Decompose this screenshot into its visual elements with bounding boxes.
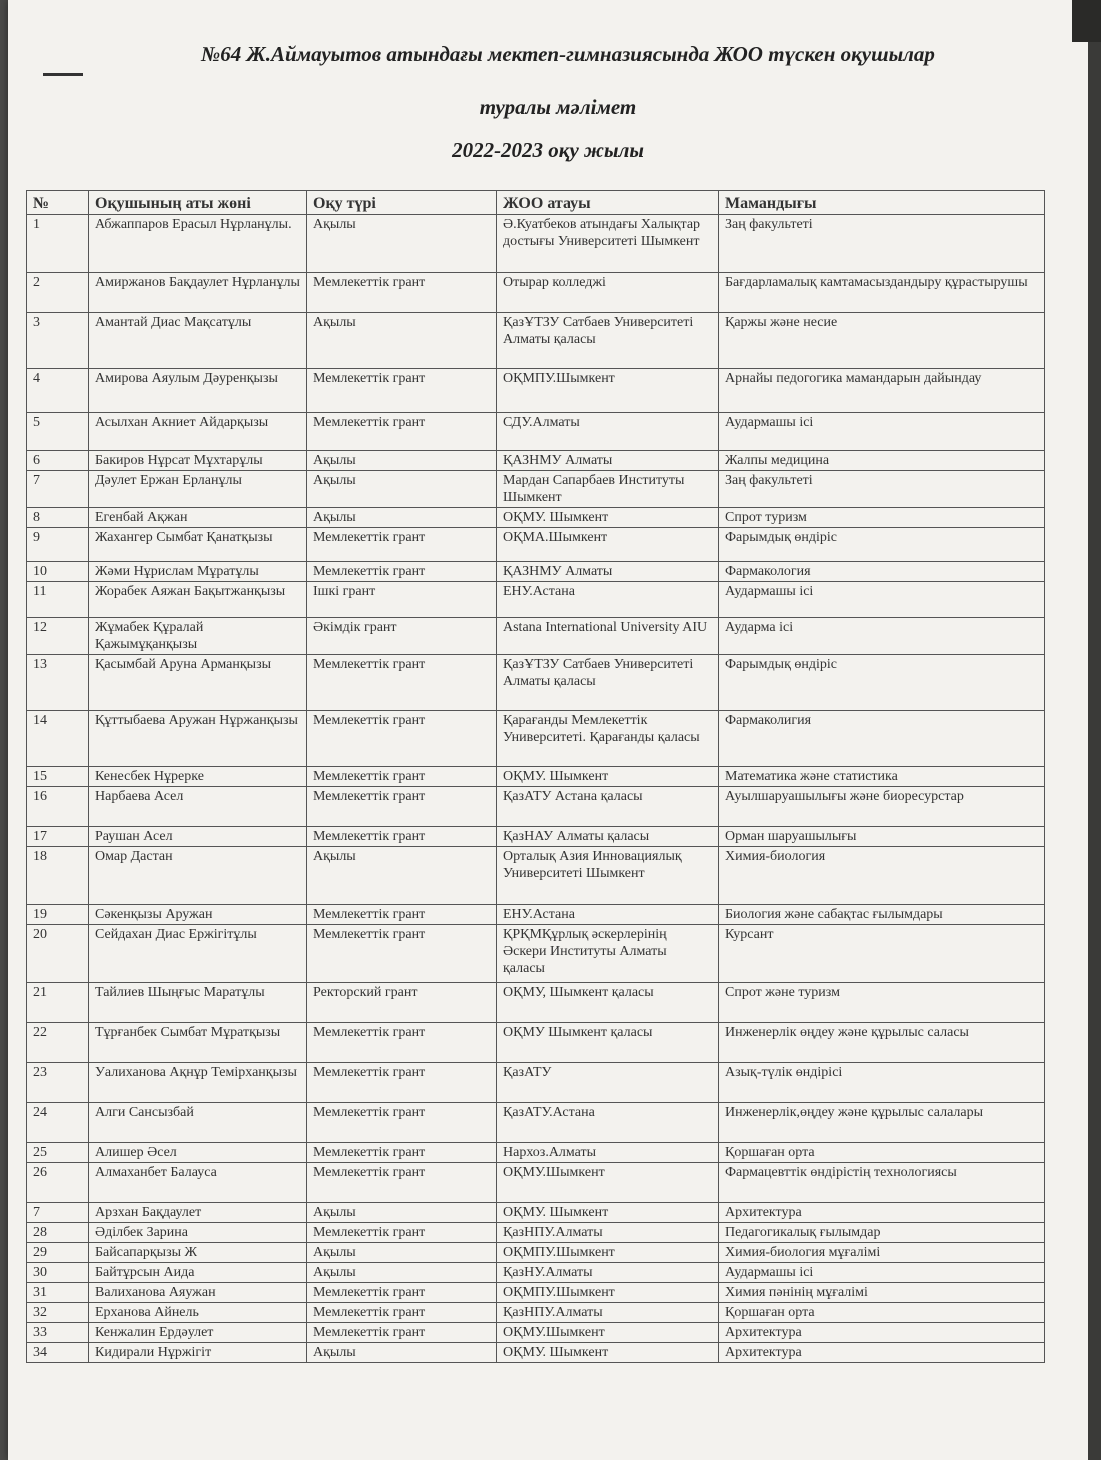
university-name: ҚазҰТЗУ Сатбаев Университеті Алматы қаласы (497, 655, 719, 711)
table-row (27, 925, 1045, 983)
table-row (27, 582, 1045, 618)
row-number: 24 (27, 1103, 89, 1143)
row-number: 33 (27, 1323, 89, 1343)
student-name: Құттыбаева Аружан Нұржанқызы (89, 711, 307, 767)
student-name: Алишер Әсел (89, 1143, 307, 1163)
university-name: ОҚМУ, Шымкент қаласы (497, 983, 719, 1023)
study-type: Мемлекеттік грант (307, 273, 497, 313)
university-name: ЕНУ.Астана (497, 905, 719, 925)
student-name: Байсапарқызы Ж (89, 1243, 307, 1263)
table-row (27, 508, 1045, 528)
row-number: 4 (27, 369, 89, 413)
row-number: 7 (27, 1203, 89, 1223)
row-number: 2 (27, 273, 89, 313)
study-type: Мемлекеттік грант (307, 787, 497, 827)
table-row (27, 1243, 1045, 1263)
header-name: Оқушының аты жөні (89, 191, 307, 215)
university-name: Қарағанды Мемлекеттік Университеті. Қарағанды қаласы (497, 711, 719, 767)
student-name: Кенжалин Ердәулет (89, 1323, 307, 1343)
student-name: Валиханова Аяужан (89, 1283, 307, 1303)
row-number: 34 (27, 1343, 89, 1363)
university-name: ҚазАТУ (497, 1063, 719, 1103)
specialty: Фарымдық өндіріс (719, 528, 1045, 562)
table-row (27, 1063, 1045, 1103)
study-type: Мемлекеттік грант (307, 925, 497, 983)
university-name: Орталық Азия Инновациялық Университеті Шымкент (497, 847, 719, 905)
table-row (27, 313, 1045, 369)
university-name: ҚазНПУ.Алматы (497, 1303, 719, 1323)
study-type: Мемлекеттік грант (307, 711, 497, 767)
table-row (27, 369, 1045, 413)
table-row (27, 847, 1045, 905)
row-number: 19 (27, 905, 89, 925)
row-number: 11 (27, 582, 89, 618)
student-name: Тұрғанбек Сымбат Мұратқызы (89, 1023, 307, 1063)
university-name: ҚАЗНМУ Алматы (497, 451, 719, 471)
row-number: 31 (27, 1283, 89, 1303)
specialty: Заң факультеті (719, 215, 1045, 273)
row-number: 6 (27, 451, 89, 471)
table-row (27, 1323, 1045, 1343)
row-number: 29 (27, 1243, 89, 1263)
study-type: Мемлекеттік грант (307, 655, 497, 711)
table-row (27, 451, 1045, 471)
table-row (27, 528, 1045, 562)
university-name: Мардан Сапарбаев Институты Шымкент (497, 471, 719, 508)
table-row (27, 562, 1045, 582)
study-type: Мемлекеттік грант (307, 528, 497, 562)
university-name: ҚРҚМҚұрлық әскерлерінің Әскери Институты Алматы қаласы (497, 925, 719, 983)
table-row (27, 711, 1045, 767)
specialty: Азық-түлік өндірісі (719, 1063, 1045, 1103)
student-name: Абжаппаров Ерасыл Нұрланұлы. (89, 215, 307, 273)
row-number: 14 (27, 711, 89, 767)
row-number: 26 (27, 1163, 89, 1203)
row-number: 30 (27, 1263, 89, 1283)
document-page (8, 0, 1088, 1460)
specialty: Жалпы медицина (719, 451, 1045, 471)
student-name: Сәкенқызы Аружан (89, 905, 307, 925)
university-name: ҚазАТУ Астана қаласы (497, 787, 719, 827)
study-type: Әкімдік грант (307, 618, 497, 655)
study-type: Мемлекеттік грант (307, 1103, 497, 1143)
row-number: 3 (27, 313, 89, 369)
row-number: 28 (27, 1223, 89, 1243)
study-type: Мемлекеттік грант (307, 827, 497, 847)
student-name: Сейдахан Диас Ержігітұлы (89, 925, 307, 983)
specialty: Фарымдық өндіріс (719, 655, 1045, 711)
row-number: 9 (27, 528, 89, 562)
student-name: Жәми Нұрислам Мұратұлы (89, 562, 307, 582)
table-row (27, 655, 1045, 711)
row-number: 10 (27, 562, 89, 582)
study-type: Ақылы (307, 1343, 497, 1363)
university-name: ОҚМУ. Шымкент (497, 1343, 719, 1363)
specialty: Фармацевттік өндірістің технологиясы (719, 1163, 1045, 1203)
specialty: Инженерлік өңдеу және құрылыс саласы (719, 1023, 1045, 1063)
student-name: Омар Дастан (89, 847, 307, 905)
student-name: Алги Сансызбай (89, 1103, 307, 1143)
specialty: Математика және статистика (719, 767, 1045, 787)
specialty: Бағдарламалық камтамасыздандыру құрастырушы (719, 273, 1045, 313)
student-name: Арзхан Бақдаулет (89, 1203, 307, 1223)
study-type: Ішкі грант (307, 582, 497, 618)
specialty: Архитектура (719, 1203, 1045, 1223)
row-number: 25 (27, 1143, 89, 1163)
student-name: Кенесбек Нұрерке (89, 767, 307, 787)
row-number: 1 (27, 215, 89, 273)
study-type: Ақылы (307, 1203, 497, 1223)
university-name: Отырар колледжі (497, 273, 719, 313)
university-name: ҚАЗНМУ Алматы (497, 562, 719, 582)
study-type: Мемлекеттік грант (307, 767, 497, 787)
university-name: ОҚМУ. Шымкент (497, 1203, 719, 1223)
student-name: Дәулет Ержан Ерланұлы (89, 471, 307, 508)
student-name: Амантай Диас Мақсатұлы (89, 313, 307, 369)
study-type: Ақылы (307, 1263, 497, 1283)
document-title: №64 Ж.Аймауытов атындағы мектеп-гимназиясында ЖОО түскен оқушылар (201, 42, 935, 66)
specialty: Химия-биология мұғалімі (719, 1243, 1045, 1263)
study-type: Мемлекеттік грант (307, 1143, 497, 1163)
specialty: Химия пәнінің мұғалімі (719, 1283, 1045, 1303)
study-type: Мемлекеттік грант (307, 1323, 497, 1343)
header-university: ЖОО атауы (497, 191, 719, 215)
study-type: Мемлекеттік грант (307, 413, 497, 451)
student-name: Уалиханова Ақнұр Темірханқызы (89, 1063, 307, 1103)
university-name: ОҚМУ. Шымкент (497, 767, 719, 787)
table-row (27, 413, 1045, 451)
specialty: Аудармашы ісі (719, 582, 1045, 618)
row-number: 8 (27, 508, 89, 528)
academic-year: 2022-2023 оқу жылы (452, 138, 644, 162)
student-name: Алмаханбет Балауса (89, 1163, 307, 1203)
document-subtitle: туралы мәлімет (479, 95, 637, 119)
table-row (27, 1023, 1045, 1063)
specialty: Аудармашы ісі (719, 413, 1045, 451)
university-name: ОҚМУ. Шымкент (497, 508, 719, 528)
study-type: Мемлекеттік грант (307, 1283, 497, 1303)
table-row (27, 215, 1045, 273)
row-number: 12 (27, 618, 89, 655)
table-row (27, 1203, 1045, 1223)
table-header-row (27, 191, 1045, 215)
student-name: Амирова Аяулым Дәуренқызы (89, 369, 307, 413)
study-type: Ақылы (307, 215, 497, 273)
row-number: 18 (27, 847, 89, 905)
table-row (27, 767, 1045, 787)
study-type: Ақылы (307, 471, 497, 508)
specialty: Инженерлік,өңдеу және құрылыс салалары (719, 1103, 1045, 1143)
specialty: Арнайы педогогика мамандарын дайындау (719, 369, 1045, 413)
row-number: 17 (27, 827, 89, 847)
university-name: ОҚМУ Шымкент қаласы (497, 1023, 719, 1063)
header-specialty: Мамандығы (719, 191, 1045, 215)
study-type: Ақылы (307, 847, 497, 905)
study-type: Ректорский грант (307, 983, 497, 1023)
student-name: Асылхан Акниет Айдарқызы (89, 413, 307, 451)
specialty: Аудармашы ісі (719, 1263, 1045, 1283)
study-type: Мемлекеттік грант (307, 1023, 497, 1063)
student-name: Жорабек Аяжан Бақытжанқызы (89, 582, 307, 618)
row-number: 20 (27, 925, 89, 983)
table-row (27, 983, 1045, 1023)
background-left-edge (0, 0, 8, 1460)
row-number: 7 (27, 471, 89, 508)
students-table (26, 190, 1045, 1363)
header-study-type: Оқу түрі (307, 191, 497, 215)
table-row (27, 1303, 1045, 1323)
specialty: Архитектура (719, 1343, 1045, 1363)
row-number: 23 (27, 1063, 89, 1103)
specialty: Аударма ісі (719, 618, 1045, 655)
university-name: ҚазНУ.Алматы (497, 1263, 719, 1283)
study-type: Мемлекеттік грант (307, 369, 497, 413)
university-name: ҚазНАУ Алматы қаласы (497, 827, 719, 847)
row-number: 32 (27, 1303, 89, 1323)
student-name: Бакиров Нұрсат Мұхтарұлы (89, 451, 307, 471)
table-row (27, 905, 1045, 925)
university-name: Ә.Куатбеков атындағы Халықтар достығы Университеті Шымкент (497, 215, 719, 273)
student-name: Егенбай Ақжан (89, 508, 307, 528)
specialty: Қоршаған орта (719, 1143, 1045, 1163)
study-type: Ақылы (307, 508, 497, 528)
university-name: ОҚМУ.Шымкент (497, 1323, 719, 1343)
university-name: ҚазҰТЗУ Сатбаев Университеті Алматы қаласы (497, 313, 719, 369)
row-number: 5 (27, 413, 89, 451)
student-name: Кидирали Нұржігіт (89, 1343, 307, 1363)
table-row (27, 1283, 1045, 1303)
pencil-object (1072, 0, 1101, 42)
specialty: Педагогикалық ғылымдар (719, 1223, 1045, 1243)
specialty: Қаржы және несие (719, 313, 1045, 369)
table-row (27, 787, 1045, 827)
table-row (27, 1103, 1045, 1143)
specialty: Орман шаруашылығы (719, 827, 1045, 847)
table-row (27, 618, 1045, 655)
university-name: ОҚМПУ.Шымкент (497, 369, 719, 413)
study-type: Мемлекеттік грант (307, 1303, 497, 1323)
student-name: Жұмабек Құралай Қажымұқанқызы (89, 618, 307, 655)
student-name: Ерханова Айнель (89, 1303, 307, 1323)
study-type: Ақылы (307, 451, 497, 471)
specialty: Фармакология (719, 562, 1045, 582)
study-type: Мемлекеттік грант (307, 905, 497, 925)
student-name: Тайлиев Шыңғыс Маратұлы (89, 983, 307, 1023)
table-row (27, 1163, 1045, 1203)
row-number: 22 (27, 1023, 89, 1063)
table-row (27, 273, 1045, 313)
study-type: Мемлекеттік грант (307, 562, 497, 582)
student-name: Раушан Асел (89, 827, 307, 847)
specialty: Биология және сабақтас ғылымдары (719, 905, 1045, 925)
study-type: Мемлекеттік грант (307, 1223, 497, 1243)
specialty: Архитектура (719, 1323, 1045, 1343)
specialty: Қоршаған орта (719, 1303, 1045, 1323)
university-name: ОҚМА.Шымкент (497, 528, 719, 562)
specialty: Ауылшаруашылығы және биоресурстар (719, 787, 1045, 827)
study-type: Ақылы (307, 313, 497, 369)
specialty: Курсант (719, 925, 1045, 983)
table-body (27, 215, 1045, 1363)
university-name: ОҚМПУ.Шымкент (497, 1243, 719, 1263)
student-name: Амиржанов Бақдаулет Нұрланұлы (89, 273, 307, 313)
row-number: 15 (27, 767, 89, 787)
student-name: Байтұрсын Аида (89, 1263, 307, 1283)
university-name: Нархоз.Алматы (497, 1143, 719, 1163)
student-name: Нарбаева Асел (89, 787, 307, 827)
university-name: ҚазНПУ.Алматы (497, 1223, 719, 1243)
university-name: ОҚМПУ.Шымкент (497, 1283, 719, 1303)
table-row (27, 1143, 1045, 1163)
row-number: 21 (27, 983, 89, 1023)
table-row (27, 471, 1045, 508)
specialty: Химия-биология (719, 847, 1045, 905)
row-number: 13 (27, 655, 89, 711)
student-name: Қасымбай Аруна Арманқызы (89, 655, 307, 711)
header-number: № (27, 191, 89, 215)
table-row (27, 827, 1045, 847)
specialty: Заң факультеті (719, 471, 1045, 508)
study-type: Ақылы (307, 1243, 497, 1263)
specialty: Спрот және туризм (719, 983, 1045, 1023)
student-name: Жахангер Сымбат Қанатқызы (89, 528, 307, 562)
study-type: Мемлекеттік грант (307, 1163, 497, 1203)
table-row (27, 1343, 1045, 1363)
specialty: Фармаколигия (719, 711, 1045, 767)
university-name: ҚазАТУ.Астана (497, 1103, 719, 1143)
university-name: Astana International University AIU (497, 618, 719, 655)
table-row (27, 1223, 1045, 1243)
student-name: Әділбек Зарина (89, 1223, 307, 1243)
background-right-edge (1088, 0, 1101, 1460)
university-name: СДУ.Алматы (497, 413, 719, 451)
study-type: Мемлекеттік грант (307, 1063, 497, 1103)
university-name: ЕНУ.Астана (497, 582, 719, 618)
specialty: Спрот туризм (719, 508, 1045, 528)
pen-mark (43, 73, 83, 76)
university-name: ОҚМУ.Шымкент (497, 1163, 719, 1203)
row-number: 16 (27, 787, 89, 827)
table-row (27, 1263, 1045, 1283)
